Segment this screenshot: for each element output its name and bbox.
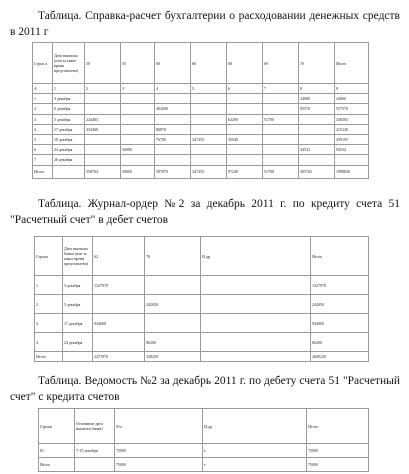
table-cell: 7 bbox=[33, 155, 53, 165]
table-cell: 75000 bbox=[115, 444, 203, 458]
table-cell: 50000 bbox=[121, 145, 155, 155]
table-header-row bbox=[35, 237, 369, 276]
table-cell bbox=[227, 124, 263, 134]
table-cell bbox=[85, 94, 121, 104]
table-row bbox=[33, 134, 369, 144]
table-cell bbox=[263, 124, 299, 134]
table-cell bbox=[155, 114, 191, 124]
table-cell: 587870 bbox=[155, 165, 191, 178]
table-cell: 415230 bbox=[335, 124, 369, 134]
table-cell bbox=[63, 352, 93, 362]
table-cell bbox=[201, 276, 311, 295]
table-cell: И.др. bbox=[201, 237, 311, 276]
table-cell: 76 bbox=[145, 237, 201, 276]
table-cell bbox=[299, 155, 335, 165]
table-cell: 4 bbox=[35, 333, 63, 352]
table-cell: 8 bbox=[299, 84, 335, 94]
table-cell: 3 декабря bbox=[53, 94, 85, 104]
table-cell: 75000 bbox=[115, 458, 203, 472]
table-cell: 1 bbox=[35, 276, 63, 295]
table-cell: 4 bbox=[33, 124, 53, 134]
table-cell: 51700 bbox=[263, 165, 299, 178]
table-cell: Строк а bbox=[33, 43, 53, 84]
table-cell: 86200 bbox=[145, 333, 201, 352]
table-cell: 5 bbox=[33, 134, 53, 144]
table-cell: 55 bbox=[121, 43, 155, 84]
table-cell bbox=[201, 333, 311, 352]
table-cell: 1 bbox=[33, 94, 53, 104]
table-cell bbox=[53, 165, 85, 178]
table-cell bbox=[93, 333, 145, 352]
table-cell: 5 bbox=[191, 84, 227, 94]
table-cell bbox=[121, 114, 155, 124]
table-cell: 1327970 bbox=[311, 276, 369, 295]
table-cell bbox=[121, 94, 155, 104]
table-cell: 24 декабря bbox=[53, 145, 85, 155]
table-cell: 26 декабря bbox=[53, 155, 85, 165]
table-cell bbox=[191, 114, 227, 124]
table-header-row bbox=[39, 409, 369, 444]
table-cell: 18 декабря bbox=[53, 134, 85, 144]
table-cell: 5 декабря bbox=[53, 114, 85, 124]
table-cell bbox=[155, 94, 191, 104]
table-cell: 94532 bbox=[335, 145, 369, 155]
table-total-row bbox=[33, 165, 369, 178]
table-cell: т bbox=[203, 444, 307, 458]
table-cell: 3 bbox=[121, 84, 155, 94]
table-cell bbox=[121, 134, 155, 144]
caption-table2: Таблица. Журнал-ордер №2 за декабрь 2011 г. по кредиту счета 51 "Расчетный счет" в дебет счетов bbox=[10, 198, 400, 226]
table-cell bbox=[299, 124, 335, 134]
table-cell: 338303 bbox=[335, 114, 369, 124]
table-cell bbox=[145, 314, 201, 333]
table-cell: 44532 bbox=[299, 145, 335, 155]
table-cell: Основание дата выписки банка) bbox=[75, 409, 115, 444]
table-cell: 24 декабря bbox=[63, 333, 93, 352]
table-cell: Итого bbox=[335, 43, 369, 84]
table-statement-2 bbox=[38, 408, 369, 472]
table-cell: Итого bbox=[307, 409, 369, 444]
table-cell bbox=[93, 295, 145, 314]
table-cell: 557570 bbox=[335, 104, 369, 114]
table-cell: 4 bbox=[155, 84, 191, 94]
table-cell: 2271970 bbox=[93, 352, 145, 362]
table-cell: 68 bbox=[227, 43, 263, 84]
table-cell bbox=[121, 155, 155, 165]
table-cell: 347455 bbox=[191, 165, 227, 178]
table-cell: 17 декабря bbox=[63, 314, 93, 333]
table-cell: 1 bbox=[53, 84, 85, 94]
table-cell: 97240 bbox=[227, 165, 263, 178]
table-cell: 62 bbox=[93, 237, 145, 276]
table-row bbox=[33, 104, 369, 114]
table-cell: 242050 bbox=[145, 295, 201, 314]
table-row bbox=[33, 94, 369, 104]
table-cell: Строка bbox=[39, 409, 75, 444]
table-cell: 24000 bbox=[335, 94, 369, 104]
table-row bbox=[35, 295, 369, 314]
table-cell: 347455 bbox=[191, 134, 227, 144]
table-cell bbox=[155, 155, 191, 165]
table-row bbox=[33, 114, 369, 124]
table-header-row bbox=[33, 43, 369, 84]
table-cell bbox=[191, 155, 227, 165]
table-cell bbox=[191, 124, 227, 134]
table-row bbox=[35, 314, 369, 333]
table-cell: А bbox=[33, 84, 53, 94]
table-cell: 50000 bbox=[121, 165, 155, 178]
table-cell bbox=[121, 124, 155, 134]
table-cell: Итого bbox=[39, 458, 75, 472]
table-cell bbox=[75, 458, 115, 472]
table-cell: Итого bbox=[311, 237, 369, 276]
table-cell: 75000 bbox=[307, 444, 369, 458]
table-cell: 24000 bbox=[299, 94, 335, 104]
table-row bbox=[35, 333, 369, 352]
table-cell bbox=[263, 94, 299, 104]
table-cell bbox=[263, 155, 299, 165]
table-cell bbox=[191, 104, 227, 114]
table-cell: т bbox=[203, 458, 307, 472]
caption-table3: Таблица. Ведомость №2 за декабрь 2011 г. по дебету счета 51 "Расчетный счет" с кредита счетов bbox=[10, 375, 400, 403]
table-cell: 2 bbox=[35, 295, 63, 314]
table-cell: 62200 bbox=[227, 114, 263, 124]
table-cell bbox=[299, 114, 335, 124]
table-cell bbox=[85, 145, 121, 155]
table-cell: 1327970 bbox=[93, 276, 145, 295]
table-cell: 50 bbox=[85, 43, 121, 84]
table-cell bbox=[85, 104, 121, 114]
table-cell: Итого bbox=[33, 165, 53, 178]
table-row bbox=[39, 444, 369, 458]
table-cell: Дата выписки банка (или за какое время представлена) bbox=[63, 237, 93, 276]
table-cell: Дата выписки (или за какое время представлена) bbox=[53, 43, 85, 84]
table-cell: 51700 bbox=[263, 114, 299, 124]
table-cell bbox=[227, 94, 263, 104]
table-cell: Строка bbox=[35, 237, 63, 276]
table-cell: 3 bbox=[33, 114, 53, 124]
table-cell: 9 bbox=[335, 84, 369, 94]
table-cell: 5 декабря bbox=[63, 295, 93, 314]
table-cell: 6 bbox=[33, 145, 53, 155]
table-cell: 224403 bbox=[85, 114, 121, 124]
table-cell bbox=[191, 94, 227, 104]
table-cell: 6 декабря bbox=[53, 104, 85, 114]
table-cell bbox=[191, 145, 227, 155]
table-cell bbox=[227, 155, 263, 165]
table-cell: 80870 bbox=[155, 124, 191, 134]
table-cell: 76700 bbox=[155, 134, 191, 144]
table-cell: 70 bbox=[299, 43, 335, 84]
table-cell: 459195 bbox=[335, 134, 369, 144]
table-cell: 3 декабря bbox=[63, 276, 93, 295]
table-column-index-row bbox=[33, 84, 369, 94]
table-cell: 1998830 bbox=[335, 165, 369, 178]
table-total-row bbox=[35, 352, 369, 362]
table-cell bbox=[263, 104, 299, 114]
table-cell bbox=[299, 134, 335, 144]
table-cell bbox=[85, 134, 121, 144]
table-total-row bbox=[39, 458, 369, 472]
table-cell: 60 bbox=[155, 43, 191, 84]
table-cell: 35040 bbox=[227, 134, 263, 144]
table-cell bbox=[335, 155, 369, 165]
table-cell: 558763 bbox=[85, 165, 121, 178]
table-cell bbox=[155, 145, 191, 155]
table-row bbox=[33, 145, 369, 155]
table-cell bbox=[227, 104, 263, 114]
table-cell: И.др. bbox=[203, 409, 307, 444]
table-cell: 91о bbox=[115, 409, 203, 444]
table-cell: 3 bbox=[35, 314, 63, 333]
table-cell bbox=[201, 314, 311, 333]
table-cell: 2 bbox=[33, 104, 53, 114]
table-cell: 462000 bbox=[155, 104, 191, 114]
table-cell: 2 bbox=[85, 84, 121, 94]
table-cell bbox=[227, 145, 263, 155]
table-cell bbox=[145, 276, 201, 295]
caption-table1: Таблица. Справка-расчет бухгалтерии о расходовании денежных средств в 2011 г bbox=[10, 10, 400, 38]
table-cell: 242050 bbox=[311, 295, 369, 314]
table-cell bbox=[263, 145, 299, 155]
table-row bbox=[33, 124, 369, 134]
table-cell: 17 декабря bbox=[53, 124, 85, 134]
table-cell: 75000 bbox=[307, 458, 369, 472]
table-cash-spending-statement bbox=[32, 42, 369, 179]
table-cell: 95570 bbox=[299, 104, 335, 114]
table-cell: 305702 bbox=[299, 165, 335, 178]
table-cell bbox=[263, 134, 299, 144]
table-cell bbox=[201, 352, 311, 362]
table-cell: 328250 bbox=[145, 352, 201, 362]
table-cell: 7-15 декабря bbox=[75, 444, 115, 458]
table-cell: 2600220 bbox=[311, 352, 369, 362]
table-cell: 69 bbox=[263, 43, 299, 84]
table-row bbox=[35, 276, 369, 295]
table-cell: 81 bbox=[39, 444, 75, 458]
table-row bbox=[33, 155, 369, 165]
table-cell bbox=[201, 295, 311, 314]
table-cell: 86200 bbox=[311, 333, 369, 352]
table-cell: 66 bbox=[191, 43, 227, 84]
table-cell bbox=[85, 155, 121, 165]
table-journal-order-2 bbox=[34, 236, 369, 362]
table-cell: 944000 bbox=[93, 314, 145, 333]
table-cell: Итого bbox=[35, 352, 63, 362]
table-cell: 334360 bbox=[85, 124, 121, 134]
table-cell: 6 bbox=[227, 84, 263, 94]
table-cell: 7 bbox=[263, 84, 299, 94]
table-cell bbox=[121, 104, 155, 114]
table-cell: 944000 bbox=[311, 314, 369, 333]
